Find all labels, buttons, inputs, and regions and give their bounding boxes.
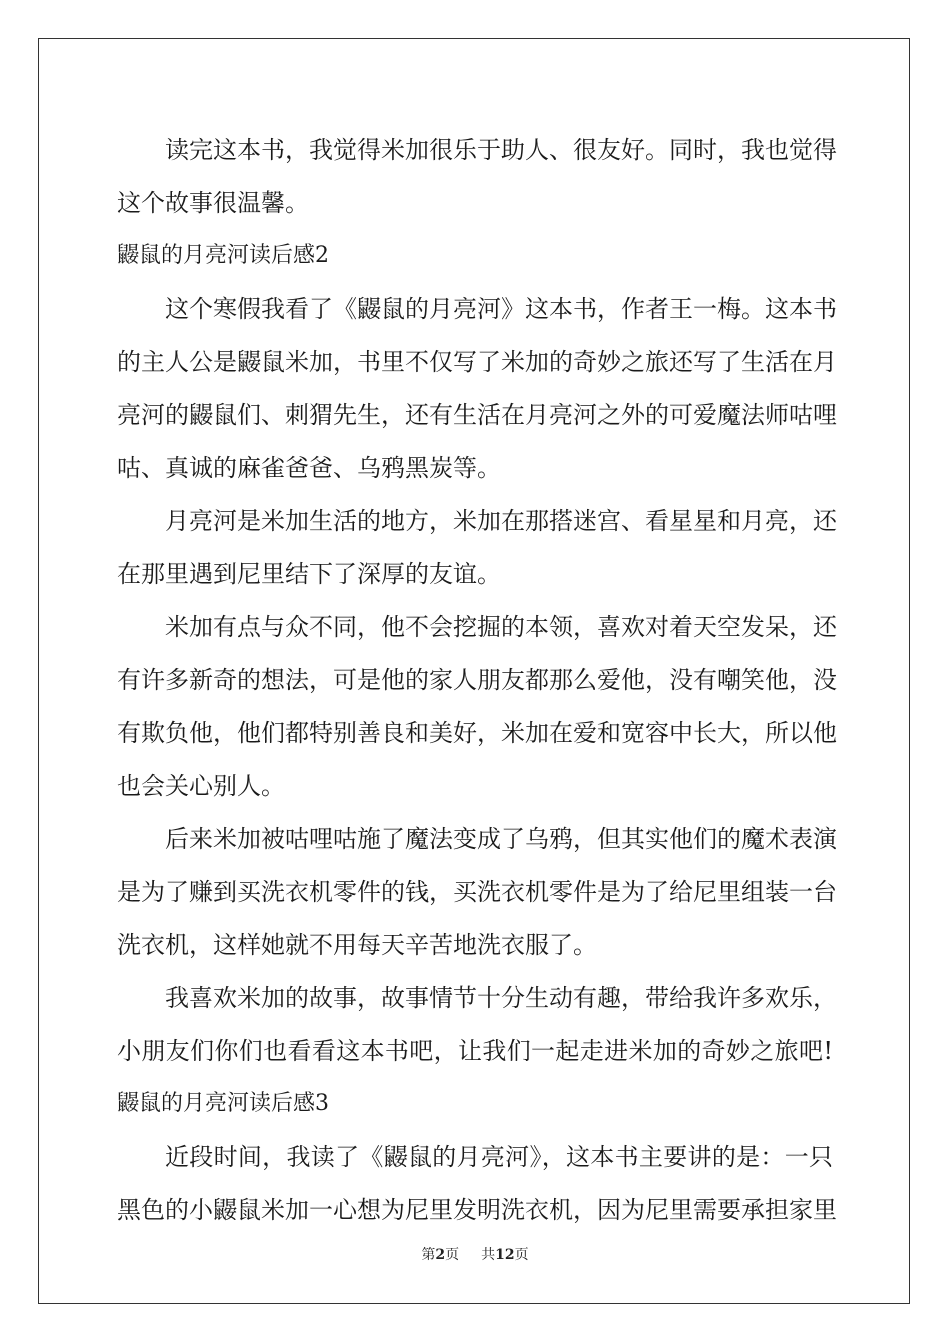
text-line: 读完这本书，我觉得米加很乐于助人、很友好。同时，我也觉得 [165, 136, 837, 164]
text-line: 月亮河是米加生活的地方，米加在那搭迷宫、看星星和月亮，还 [165, 507, 837, 535]
text-line: 这个故事很温馨。 [117, 189, 309, 217]
text-line: 有欺负他，他们都特别善良和美好，米加在爱和宽容中长大，所以他 [117, 719, 837, 747]
text-line: 后来米加被咕哩咕施了魔法变成了乌鸦，但其实他们的魔术表演 [165, 825, 837, 853]
total-pages: 12 [495, 1247, 515, 1263]
page-prefix: 第 [421, 1247, 436, 1263]
text-line: 有许多新奇的想法，可是他的家人朋友都那么爱他，没有嘲笑他，没 [117, 666, 837, 694]
total-prefix: 共 [481, 1247, 496, 1263]
text-line: 米加有点与众不同，他不会挖掘的本领，喜欢对着天空发呆，还 [165, 613, 837, 641]
page-number: 2 [435, 1247, 446, 1263]
text-line: 黑色的小鼹鼠米加一心想为尼里发明洗衣机，因为尼里需要承担家里 [117, 1196, 837, 1224]
page-suffix: 页 [445, 1247, 460, 1263]
page-footer [0, 1245, 950, 1265]
text-line: 的主人公是鼹鼠米加，书里不仅写了米加的奇妙之旅还写了生活在月 [117, 348, 837, 376]
text-line: 洗衣机，这样她就不用每天辛苦地洗衣服了。 [117, 931, 597, 959]
total-suffix: 页 [514, 1247, 529, 1263]
text-line: 这个寒假我看了《鼹鼠的月亮河》这本书，作者王一梅。这本书 [165, 295, 837, 323]
text-line: 小朋友们你们也看看这本书吧，让我们一起走进米加的奇妙之旅吧! [117, 1037, 833, 1065]
text-line: 咕、真诚的麻雀爸爸、乌鸦黑炭等。 [117, 454, 501, 482]
text-line: 在那里遇到尼里结下了深厚的友谊。 [117, 560, 501, 588]
text-line: 亮河的鼹鼠们、刺猬先生，还有生活在月亮河之外的可爱魔法师咕哩 [117, 401, 837, 429]
text-line: 也会关心别人。 [117, 772, 285, 800]
text-line: 近段时间，我读了《鼹鼠的月亮河》，这本书主要讲的是：一只 [165, 1143, 833, 1171]
section-heading: 鼹鼠的月亮河读后感3 [117, 1091, 329, 1116]
section-heading: 鼹鼠的月亮河读后感2 [117, 243, 329, 268]
text-line: 是为了赚到买洗衣机零件的钱，买洗衣机零件是为了给尼里组装一台 [117, 878, 837, 906]
text-line: 我喜欢米加的故事，故事情节十分生动有趣，带给我许多欢乐， [165, 984, 837, 1012]
